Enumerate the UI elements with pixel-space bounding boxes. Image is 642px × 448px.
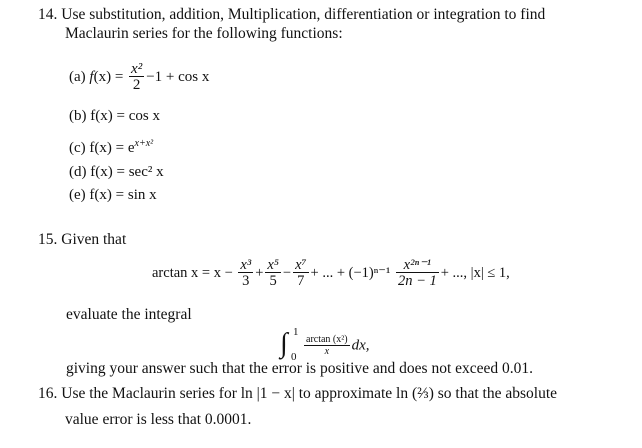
q14-item-d-expr: f(x) = sec² x — [90, 164, 164, 180]
q14-item-a-label: (a) — [69, 68, 86, 85]
q14-item-a-x: (x) = — [93, 68, 124, 85]
series-term-3-num: x⁷ — [295, 257, 307, 273]
integral-upper-limit: 1 — [293, 326, 299, 338]
series-term-3-den: 7 — [293, 272, 308, 289]
series-tail: + ..., |x| ≤ 1, — [440, 264, 510, 281]
q14-item-b-label: (b) — [69, 108, 87, 124]
q14-item-e — [69, 187, 157, 204]
q14-number: 14. — [38, 6, 58, 23]
arctan-series: arctan x = x − $\frac{\text{x³}}{3}$ + $\frac{\text{x⁵}}{5}$ − $\frac{\text{x⁷}}{7}$ + ... + (−1)ⁿ⁻¹ $\frac{\text{x²ⁿ⁻¹}}{2n - 1}$ + ..., |x| ≤ 1, — [152, 257, 510, 289]
q14-item-b — [69, 108, 160, 125]
q14-item-a — [69, 62, 209, 93]
q14-item-e-expr: f(x) = sin x — [89, 187, 157, 203]
q14-text-1: Use substitution, addition, Multiplication, differentiation or integration to find — [61, 6, 546, 23]
q15-number: 15. — [38, 231, 58, 248]
series-term-n-den: 2n − 1 — [397, 273, 437, 289]
q14-item-c-label: (c) — [69, 140, 86, 156]
q14-item-d — [69, 164, 164, 181]
series-mid: + ... + (−1)ⁿ⁻¹ — [310, 264, 391, 281]
integrand-den: x — [304, 345, 350, 358]
series-term-2-num: x⁵ — [267, 257, 279, 273]
q14-item-e-label: (e) — [69, 187, 86, 203]
q14-item-c-exponent: x+x² — [134, 138, 154, 149]
q16-number: 16. — [38, 385, 58, 402]
integral-lower-limit: 0 — [291, 351, 297, 363]
q14-item-a-num: x² — [131, 61, 143, 77]
series-term-1-den: 3 — [238, 272, 253, 289]
q15-intro: Given that — [61, 231, 127, 248]
q14-line2: Maclaurin series for the following functions: — [65, 25, 343, 42]
q14-item-a-rest: −1 + cos x — [146, 68, 210, 85]
integral-sign: ∫ 1 0 — [280, 326, 299, 363]
q14-item-a-den: 2 — [129, 76, 144, 93]
q16-line1 — [38, 385, 557, 403]
series-term-n — [396, 258, 439, 289]
q15-integral — [280, 326, 370, 363]
series-term-2 — [265, 258, 280, 289]
series-term-1 — [238, 258, 253, 289]
q14-item-c — [69, 138, 153, 157]
series-term-3 — [293, 258, 308, 289]
integrand-num: arctan (x²) — [306, 334, 348, 345]
integrand — [304, 334, 350, 358]
q15-intro-line — [38, 231, 126, 249]
q16-line2: value error is less that 0.0001. — [65, 411, 252, 428]
q15-evaluate: evaluate the integral — [66, 306, 192, 323]
series-term-2-den: 5 — [265, 272, 280, 289]
q14-line1 — [38, 6, 545, 24]
series-lhs: arctan x = x − — [152, 264, 233, 281]
q16-text-1: Use the Maclaurin series for ln |1 − x| to approximate ln (⅔) so that the absolute — [61, 385, 558, 402]
q15-answer-note: giving your answer such that the error is positive and does not exceed 0.01. — [66, 360, 534, 377]
q14-item-d-label: (d) — [69, 164, 87, 180]
q14-item-a-f: f — [89, 68, 94, 85]
series-term-1-num: x³ — [240, 257, 252, 273]
q14-item-a-fraction — [129, 62, 144, 93]
q14-item-b-expr: f(x) = cos x — [90, 108, 160, 124]
integral-dx: dx, — [351, 337, 370, 354]
series-term-n-num: x²ⁿ⁻¹ — [403, 257, 432, 273]
q14-item-c-expr: f(x) = e — [89, 140, 135, 156]
